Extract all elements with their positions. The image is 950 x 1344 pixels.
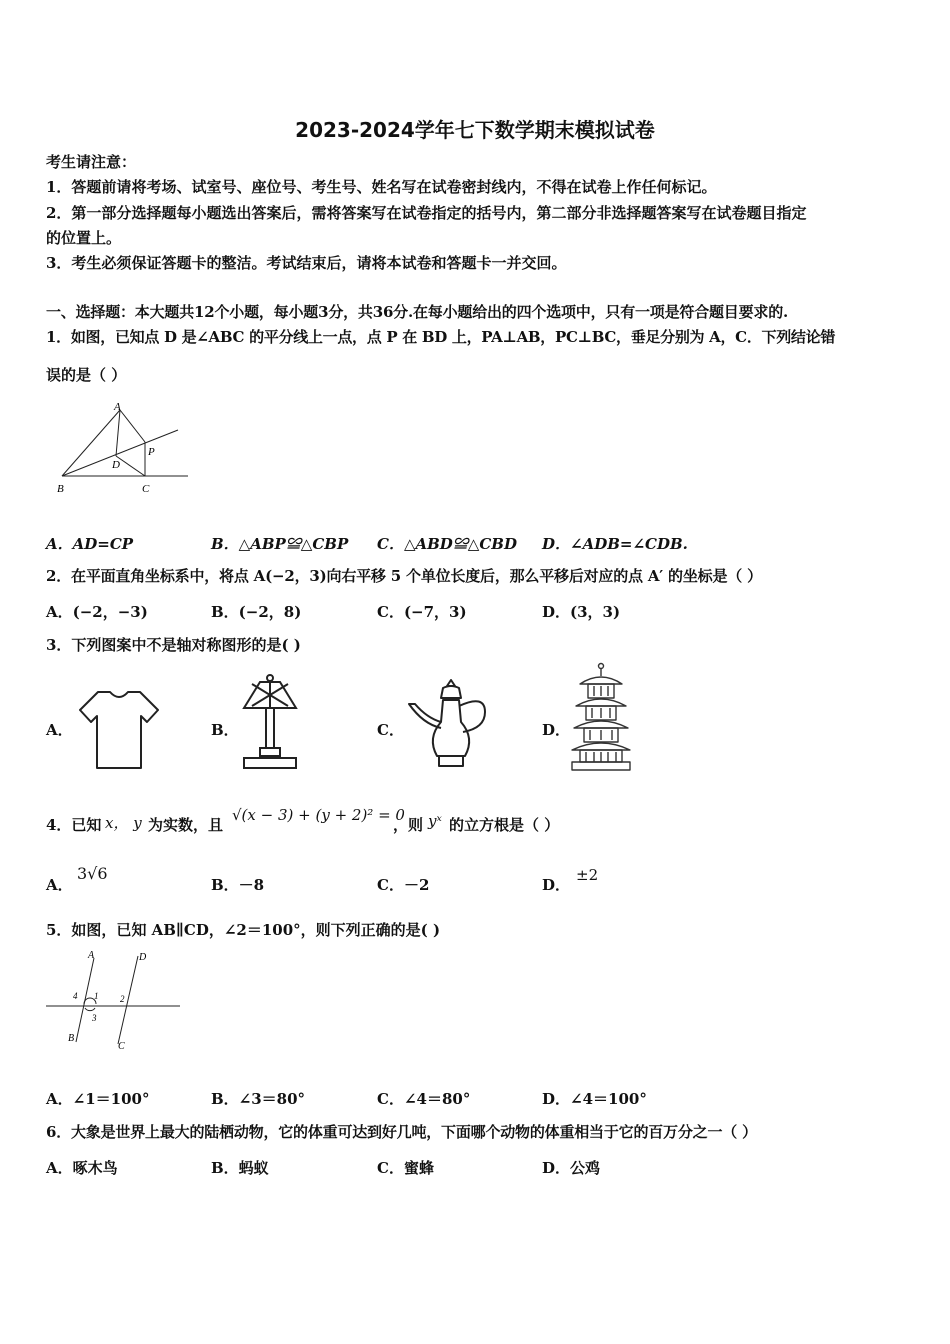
q2-option-d[interactable]: D．(3，3) xyxy=(542,603,621,621)
q2-stem: 2．在平面直角坐标系中，将点 A(−2，3)向右平移 5 个单位长度后，那么平移后对应的点 A′ 的坐标是（ ） xyxy=(46,567,762,585)
q1-option-a[interactable]: A．AD=CP xyxy=(46,535,134,553)
q4-mid: 为实数，且 xyxy=(148,816,224,834)
q4-option-c[interactable]: C．－2 xyxy=(377,876,430,894)
q3-stem: 3．下列图案中不是轴对称图形的是( ) xyxy=(46,636,301,654)
notice-item-1: 1．答题前请将考场、试室号、座位号、考生号、姓名写在试卷密封线内，不得在试卷上作任何标记。 xyxy=(46,178,717,196)
q5-figure xyxy=(44,948,184,1054)
q1-fig-label-p: P xyxy=(148,446,155,458)
q6-option-b[interactable]: B．蚂蚁 xyxy=(211,1159,269,1177)
q6-option-a[interactable]: A．啄木鸟 xyxy=(46,1159,118,1177)
q3-option-b-label[interactable]: B． xyxy=(211,721,239,739)
q5-fig-label-1: 1 xyxy=(94,991,99,1001)
q5-fig-label-3: 3 xyxy=(92,1013,97,1023)
q4-option-b[interactable]: B．－8 xyxy=(211,876,265,894)
q5-fig-label-a: A xyxy=(88,950,95,961)
q5-option-c[interactable]: C．∠4＝80° xyxy=(377,1090,471,1108)
q1-fig-label-b: B xyxy=(57,483,64,495)
q3-option-a-label[interactable]: A． xyxy=(46,721,73,739)
notice-item-2: 2．第一部分选择题每小题选出答案后，需将答案写在试卷指定的括号内，第二部分非选择题答案写在试卷题目指定 xyxy=(46,204,807,222)
q5-stem: 5．如图，已知 AB∥CD，∠2＝100°，则下列正确的是( ) xyxy=(46,921,441,939)
q2-option-c[interactable]: C．(−7，3) xyxy=(377,603,467,621)
q4-then: ，则 xyxy=(393,816,424,834)
table-lamp-icon[interactable] xyxy=(238,672,302,774)
q4-option-a-value[interactable]: 3√6 xyxy=(77,864,108,883)
q6-option-d[interactable]: D．公鸡 xyxy=(542,1159,601,1177)
q2-option-a[interactable]: A．(−2，−3) xyxy=(46,603,148,621)
q4-option-d-value[interactable]: ±2 xyxy=(576,866,599,884)
q4-vars: x， y xyxy=(105,814,142,832)
q5-fig-label-b: B xyxy=(68,1033,75,1044)
q5-fig-label-2: 2 xyxy=(120,994,125,1004)
q4-option-d-label[interactable]: D． xyxy=(542,876,571,894)
q1-option-c[interactable]: C．△ABD≌△CBD xyxy=(377,535,517,553)
q4-equation: √(x − 3) + (y + 2)² = 0 xyxy=(232,806,405,824)
q1-fig-label-d: D xyxy=(112,459,120,471)
q5-fig-label-4: 4 xyxy=(73,991,78,1001)
q5-fig-label-d: D xyxy=(139,952,147,963)
q1-fig-label-a: A xyxy=(114,401,121,413)
q1-stem-cont: 误的是（ ） xyxy=(46,366,127,384)
q4-option-a-label[interactable]: A． xyxy=(46,876,73,894)
q3-option-d-label[interactable]: D． xyxy=(542,721,571,739)
notice-item-2-cont: 的位置上。 xyxy=(46,229,122,247)
pagoda-icon[interactable] xyxy=(568,662,634,774)
q6-option-c[interactable]: C．蜜蜂 xyxy=(377,1159,434,1177)
q5-option-d[interactable]: D．∠4＝100° xyxy=(542,1090,647,1108)
q1-figure xyxy=(50,398,195,500)
q4-suffix: 的立方根是（ ） xyxy=(449,816,560,834)
teapot-icon[interactable] xyxy=(405,676,491,772)
q4-expr: yˣ xyxy=(428,812,442,830)
q1-option-b[interactable]: B．△ABP≌△CBP xyxy=(211,535,349,553)
q5-option-a[interactable]: A．∠1＝100° xyxy=(46,1090,150,1108)
q5-fig-label-c: C xyxy=(118,1041,125,1052)
q5-option-b[interactable]: B．∠3＝80° xyxy=(211,1090,306,1108)
q1-fig-label-c: C xyxy=(142,483,150,495)
q6-stem: 6．大象是世界上最大的陆栖动物，它的体重可达到好几吨，下面哪个动物的体重相当于它的百万分之一（ ） xyxy=(46,1123,757,1141)
q1-stem: 1．如图，已知点 D 是∠ABC 的平分线上一点，点 P 在 BD 上，PA⊥AB，PC⊥BC，垂足分别为 A，C．下列结论错 xyxy=(46,328,836,346)
notice-item-3: 3．考生必须保证答题卡的整洁。考试结束后，请将本试卷和答题卡一并交回。 xyxy=(46,254,567,272)
q3-option-c-label[interactable]: C． xyxy=(377,721,404,739)
page-title: 2023-2024学年七下数学期末模拟试卷 xyxy=(295,118,655,142)
section-heading: 一、选择题：本大题共12个小题，每小题3分，共36分.在每小题给出的四个选项中，只有一项是符合题目要求的. xyxy=(46,303,789,321)
notice-heading: 考生请注意： xyxy=(46,153,137,171)
q1-option-d[interactable]: D．∠ADB=∠CDB. xyxy=(542,535,688,553)
q4-prefix: 4．已知 xyxy=(46,816,102,834)
tshirt-icon[interactable] xyxy=(76,688,162,772)
q2-option-b[interactable]: B．(−2，8) xyxy=(211,603,302,621)
